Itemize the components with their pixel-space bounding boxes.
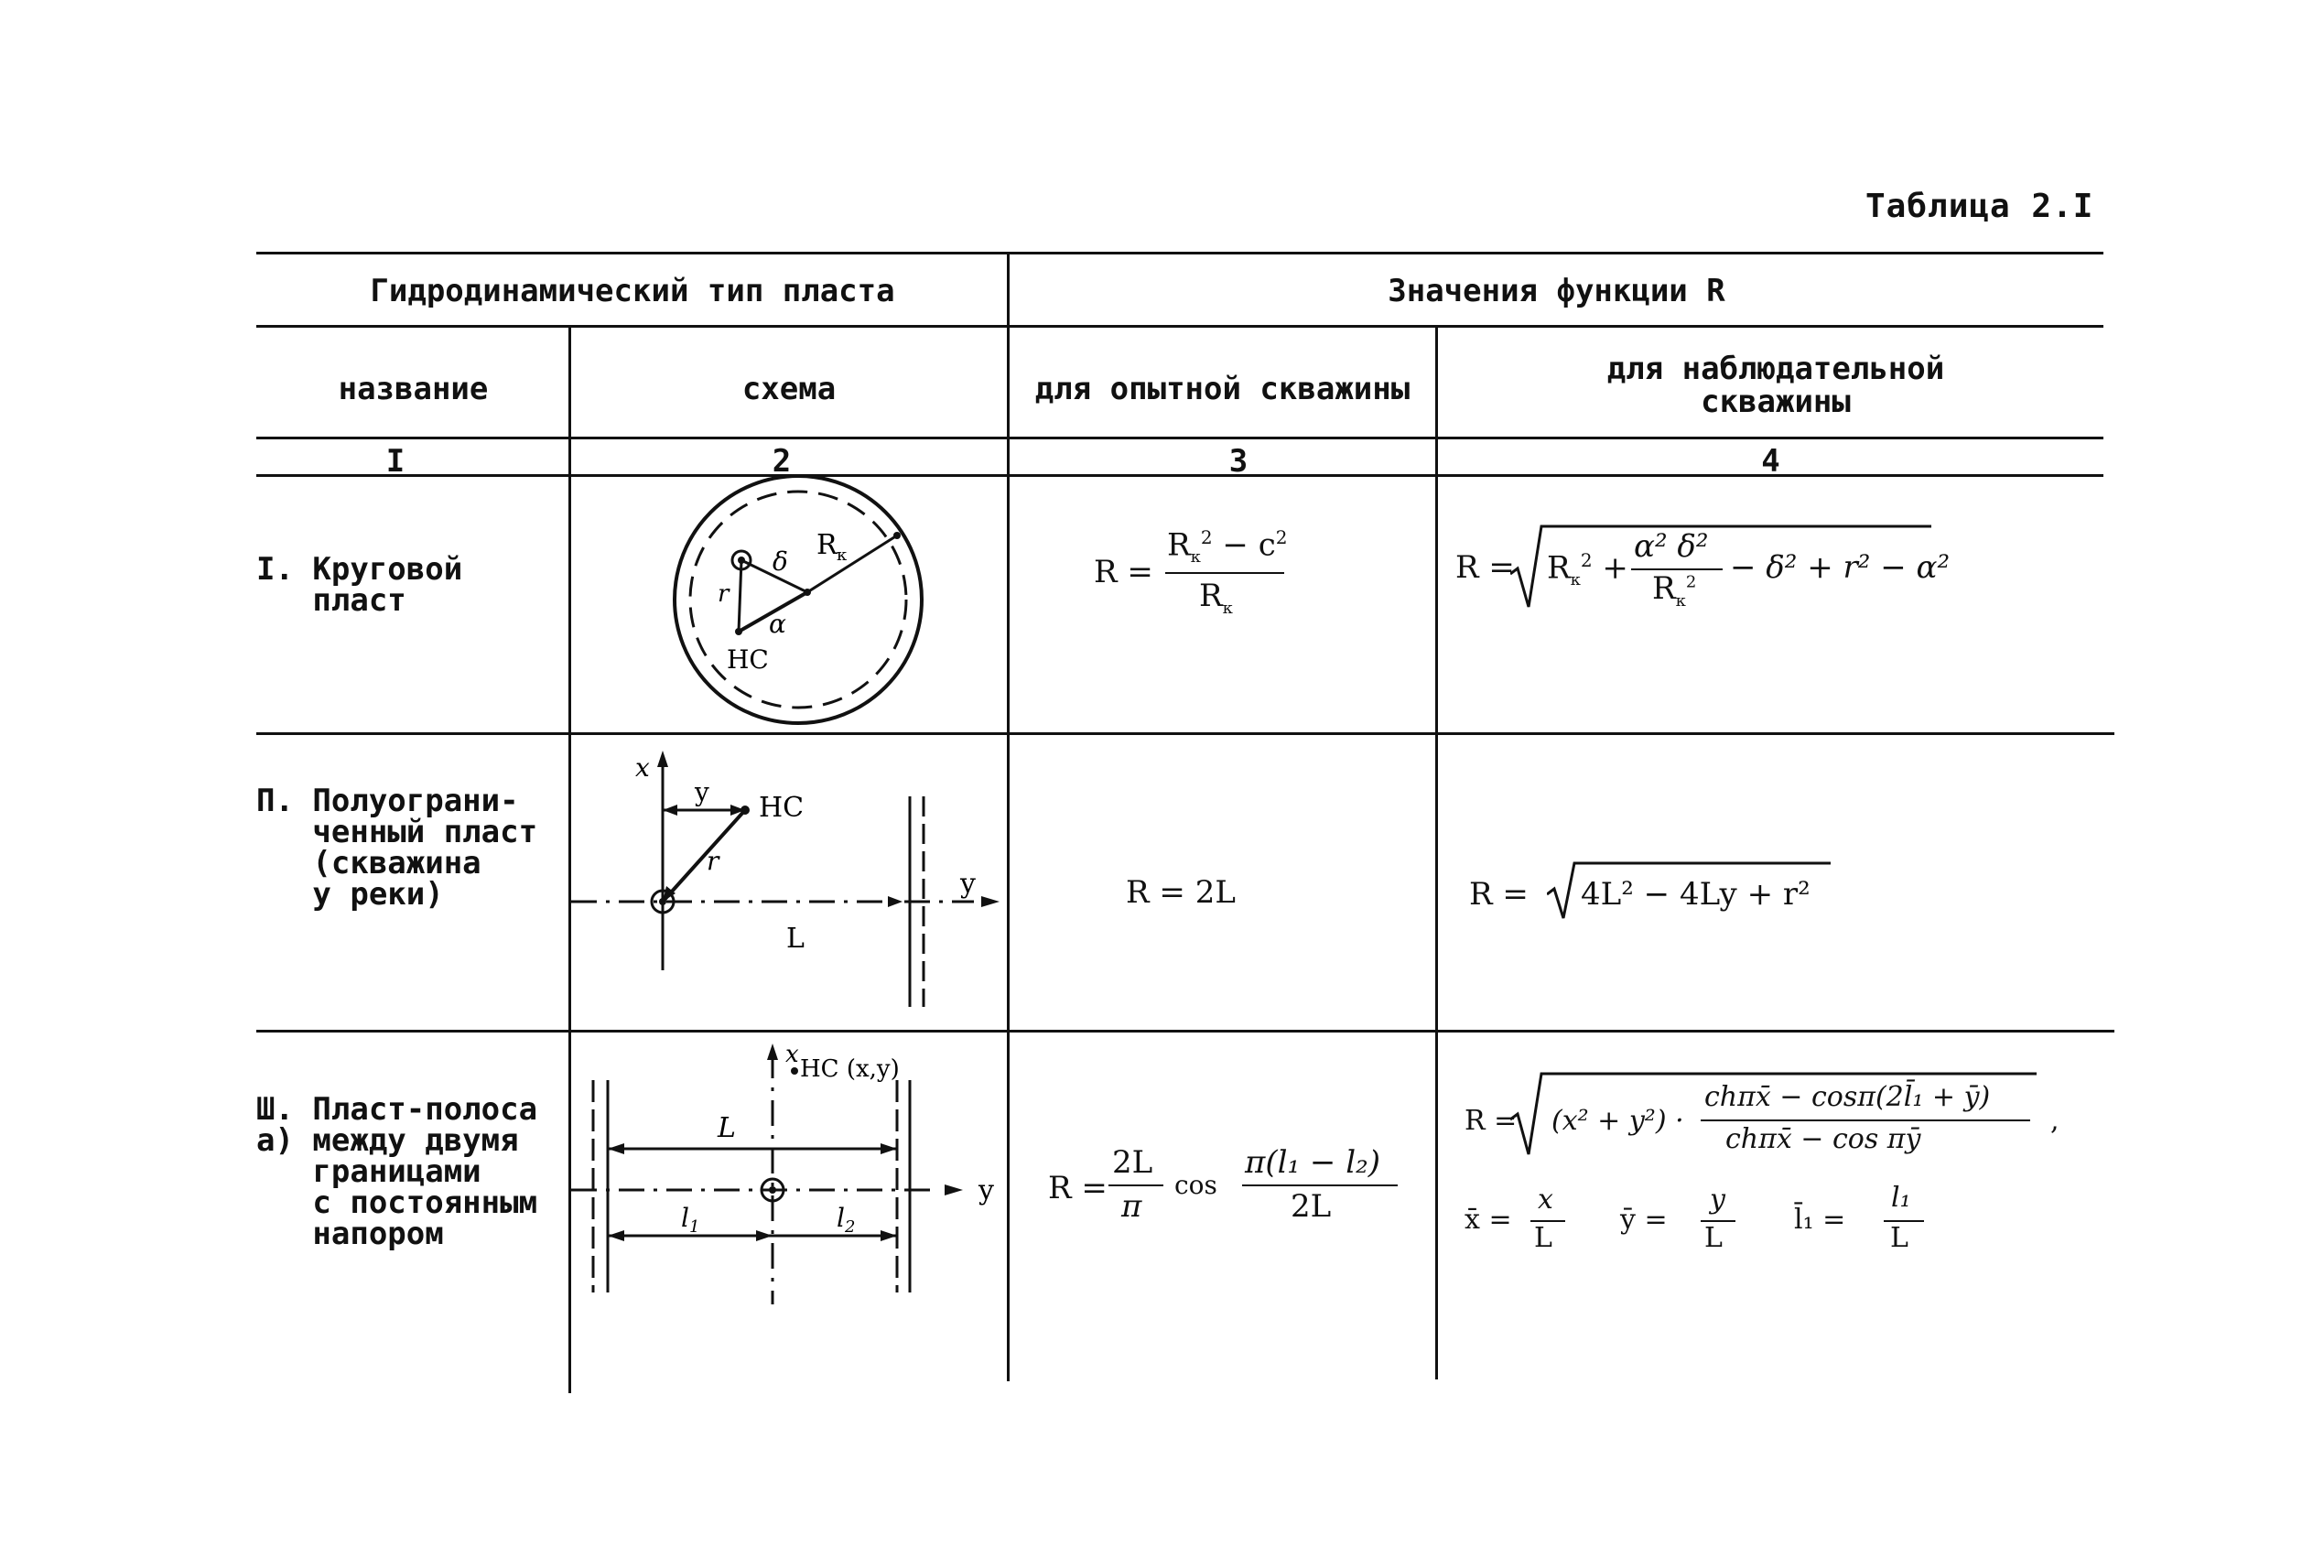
svg-text:y: y: [978, 1174, 994, 1206]
header-observation-well: для наблюдательной скважины: [1606, 351, 1945, 420]
f3-a-bar: [1242, 1184, 1398, 1186]
f4-pre: (x² + y²) ·: [1551, 1105, 1684, 1137]
svg-text:HC: HC: [759, 792, 805, 824]
f4-term-1: $R_к^2$ +: [1547, 549, 1628, 590]
f4-num: chπx̄ − cosπ(2l̄₁ + ȳ): [1704, 1081, 1991, 1113]
row1-scheme-diagram: [661, 471, 935, 737]
xbar-den: L: [1534, 1222, 1552, 1254]
svg-text:l1: $l_1$: [681, 1203, 700, 1237]
f4-den: chπx̄ − cos πȳ: [1725, 1123, 1921, 1155]
row2-formula-observation-well: [1469, 856, 1835, 929]
row2-formula-test-well: R = 2L: [1126, 874, 1236, 911]
f4-lhs: R =: [1455, 549, 1515, 586]
table-label: Таблица 2.I: [1865, 188, 2094, 225]
row2-name: П. Полуограни- ченный пласт (скважина у реки): [256, 783, 538, 913]
label-rk: R: [816, 529, 838, 561]
rule-row-2: [256, 1030, 2114, 1033]
f3-lhs: R =: [1048, 1170, 1108, 1206]
col-divider-2: [1007, 254, 1010, 1381]
row1-name: I. Круговой пласт: [256, 551, 463, 619]
svg-text:y: y: [960, 868, 976, 900]
colnum-3: 3: [1228, 443, 1248, 480]
f3-f-num: 2L: [1112, 1144, 1153, 1181]
svg-text:L: L: [786, 923, 805, 955]
xbar-def: x̄ =: [1465, 1204, 1512, 1236]
svg-text:L: L: [718, 1112, 736, 1144]
f3-lhs: R =: [1094, 554, 1153, 590]
row1-formula-observation-well: [1455, 508, 1951, 627]
svg-text:r: r: [707, 846, 719, 876]
header-scheme: схема: [741, 371, 837, 407]
svg-text:x: x: [635, 752, 650, 783]
f4-comma: ,: [2050, 1105, 2059, 1137]
col-divider-3: [1435, 327, 1438, 1379]
hc-point-icon: [740, 806, 750, 815]
f3-numerator: $R_к^2 - c^2$: [1167, 526, 1288, 568]
f3-f-den: π: [1121, 1188, 1142, 1225]
row3-formula-test-well: [1048, 1144, 1432, 1245]
lbar-def: l̄₁ =: [1794, 1204, 1846, 1236]
f3-denominator: $R_к$: [1199, 578, 1233, 618]
row3-formula-observation-well: [1465, 1066, 2069, 1286]
xbar-num: x: [1538, 1184, 1553, 1216]
label-delta: δ: [773, 546, 788, 577]
f4-bar: [1701, 1119, 2030, 1121]
rule-top: [256, 252, 2103, 254]
header-name: название: [338, 371, 489, 407]
svg-text:l2: $l_2$: [837, 1203, 856, 1237]
label-hc: HC: [727, 644, 769, 675]
rule-row-1: [256, 732, 2114, 735]
rule-column-header: [256, 437, 2103, 439]
row1-formula-test-well: [1094, 526, 1332, 627]
header-test-well: для опытной скважины: [1034, 371, 1411, 407]
colnum-4: 4: [1761, 443, 1780, 480]
lbar-num: l₁: [1891, 1182, 1911, 1214]
rule-group-header: [256, 325, 2103, 328]
label-rk-sub: к: [837, 546, 848, 565]
hc-point-icon: [791, 1067, 798, 1075]
f3-fraction-bar: [1165, 572, 1284, 574]
colnum-1: I: [385, 443, 405, 480]
ybar-den: L: [1704, 1222, 1723, 1254]
svg-text:x: x: [785, 1041, 799, 1068]
f4-radicand: 4L² − 4Ly + r²: [1581, 876, 1811, 913]
svg-text:HC (x,y): HC (x,y): [800, 1055, 900, 1083]
row3-name: Ш. Пласт-полоса а) между двумя границами с постоянным напором: [256, 1091, 538, 1252]
f4-rest: − δ² + r² − α²: [1730, 549, 1951, 586]
f4-lhs: R =: [1465, 1105, 1518, 1137]
f3-cos: cos: [1174, 1170, 1217, 1200]
lbar-den: L: [1890, 1222, 1908, 1254]
ybar-num: y: [1710, 1184, 1725, 1216]
svg-text:y: y: [695, 777, 709, 807]
header-hydro-type: Гидродинамический тип пласта: [370, 273, 895, 309]
f4-lhs: R =: [1469, 876, 1529, 913]
label-r: r: [718, 580, 730, 608]
row3-scheme-diagram: [571, 1034, 1007, 1309]
f3-a-num: π(l₁ − l₂): [1245, 1144, 1380, 1181]
f4-frac-num: α² δ²: [1634, 528, 1709, 565]
f3-f-bar: [1108, 1184, 1163, 1186]
header-function-r: Значения функции R: [1388, 273, 1725, 309]
row2-scheme-diagram: [571, 741, 1007, 1016]
ybar-def: ȳ =: [1620, 1204, 1668, 1236]
f4-frac-den: $R_к^2$: [1652, 570, 1697, 611]
f3-a-den: 2L: [1291, 1188, 1332, 1225]
label-alpha: α: [769, 609, 786, 639]
colnum-2: 2: [772, 443, 792, 480]
